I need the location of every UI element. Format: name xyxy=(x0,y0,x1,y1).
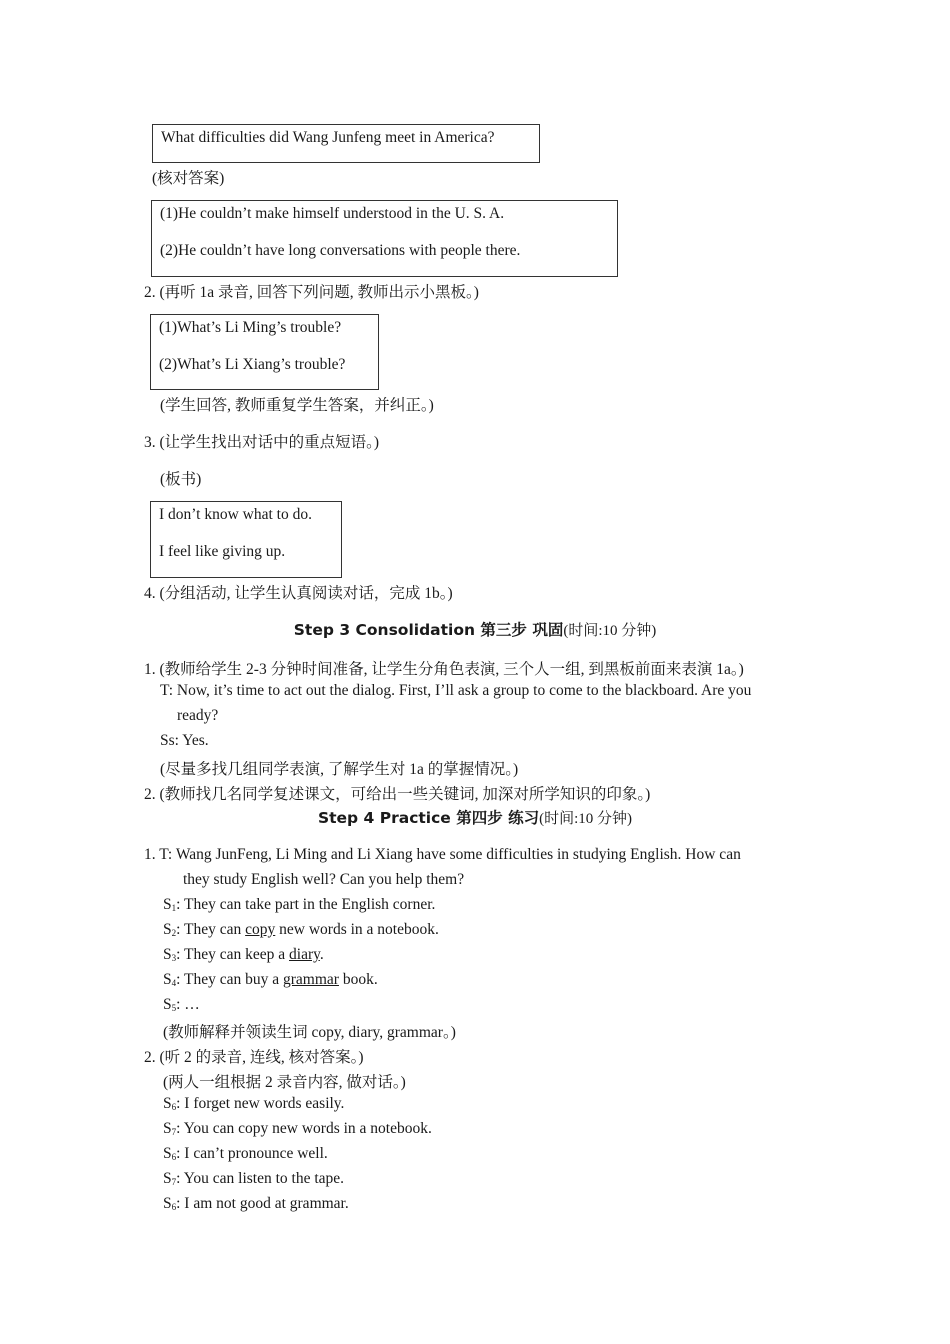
trouble-question-1: (1)What’s Li Ming’s trouble? xyxy=(159,319,342,336)
step3-item-2: 2. (教师找几名同学复述课文，可给出一些关键词, 加深对所学知识的印象。) xyxy=(144,786,651,803)
line-text: : I can’t pronounce well. xyxy=(176,1145,328,1162)
speaker: S xyxy=(163,971,172,988)
step4-time: (时间:10 分钟) xyxy=(539,811,633,827)
step3-note: (尽量多找几组同学表演, 了解学生对 1a 的掌握情况。) xyxy=(160,761,519,778)
line-text: : You can copy new words in a notebook. xyxy=(176,1120,432,1137)
step4-item-1: 1. T: Wang JunFeng, Li Ming and Li Xiang have some difficulties in studying English. How can xyxy=(144,846,741,863)
question-box xyxy=(152,124,540,163)
speaker: S xyxy=(163,996,172,1013)
step3-item-1: 1. (教师给学生 2-3 分钟时间准备, 让学生分角色表演, 三个人一组, 到黑板前面来表演 1a。) xyxy=(144,661,744,678)
speaker-number: 5 xyxy=(171,1003,177,1013)
speaker-number: 7 xyxy=(171,1127,177,1137)
speaker-number: 7 xyxy=(171,1177,177,1187)
step3-teacher-line: T: Now, it’s time to act out the dialog. First, I’ll ask a group to come to the blackboard. Are you xyxy=(160,682,752,699)
line-text: book. xyxy=(338,971,378,988)
dialog-line-2 xyxy=(163,1120,432,1138)
phrase-2: I feel like giving up. xyxy=(159,543,286,560)
line-text: : They can xyxy=(176,921,246,938)
speaker: S xyxy=(163,921,172,938)
troubles-box xyxy=(150,314,379,390)
step3-teacher-line-cont: ready? xyxy=(177,707,219,724)
answers-box xyxy=(151,200,618,277)
phrase-1: I don’t know what to do. xyxy=(159,506,312,523)
speaker: S xyxy=(163,946,172,963)
line-text: new words in a notebook. xyxy=(275,921,439,938)
line-text: : I am not good at grammar. xyxy=(176,1195,349,1212)
vocab-word: diary xyxy=(289,946,320,963)
question-text: What difficulties did Wang Junfeng meet in America? xyxy=(161,129,495,146)
item-3: 3. (让学生找出对话中的重点短语。) xyxy=(144,434,380,451)
phrases-box xyxy=(150,501,342,578)
dialog-line-3 xyxy=(163,1145,328,1163)
line-text: : You can listen to the tape. xyxy=(176,1170,345,1187)
answer-2: (2)He couldn’t have long conversations with people there. xyxy=(160,242,521,259)
line-text: : They can keep a xyxy=(176,946,290,963)
step3-title: Step 3 Consolidation 第三步 巩固 xyxy=(293,621,564,639)
students-answer-note: (学生回答, 教师重复学生答案，并纠正。) xyxy=(160,397,434,414)
check-answers-note: (核对答案) xyxy=(152,170,225,187)
speaker-number: 1 xyxy=(171,903,177,913)
speaker: S xyxy=(163,1195,172,1212)
student-line-1 xyxy=(163,896,435,914)
student-line-3 xyxy=(163,946,324,964)
vocab-word: copy xyxy=(245,921,276,938)
step4-item-2: 2. (听 2 的录音, 连线, 核对答案。) xyxy=(144,1049,364,1066)
speaker-number: 6 xyxy=(171,1152,177,1162)
step4-title: Step 4 Practice 第四步 练习 xyxy=(317,809,540,827)
speaker-number: 3 xyxy=(171,953,177,963)
item-4: 4. (分组活动, 让学生认真阅读对话，完成 1b。) xyxy=(144,585,453,602)
item-2: 2. (再听 1a 录音, 回答下列问题, 教师出示小黑板。) xyxy=(144,284,479,301)
dialog-line-1 xyxy=(163,1095,344,1113)
speaker: S xyxy=(163,1145,172,1162)
line-text: : … xyxy=(176,996,200,1013)
student-line-2 xyxy=(163,921,439,939)
student-line-5 xyxy=(163,996,200,1014)
line-text: : They can buy a xyxy=(176,971,284,988)
step4-vocab-note: (教师解释并领读生词 copy, diary, grammar。) xyxy=(163,1024,456,1041)
trouble-question-2: (2)What’s Li Xiang’s trouble? xyxy=(159,356,346,373)
speaker-number: 4 xyxy=(171,978,177,988)
answer-1: (1)He couldn’t make himself understood in the U. S. A. xyxy=(160,205,505,222)
step3-time: (时间:10 分钟) xyxy=(563,623,657,639)
speaker-number: 2 xyxy=(171,928,177,938)
student-line-4 xyxy=(163,971,378,989)
speaker-number: 6 xyxy=(171,1202,177,1212)
speaker: S xyxy=(163,1095,172,1112)
vocab-word: grammar xyxy=(283,971,339,988)
step3-heading xyxy=(0,618,950,640)
speaker: S xyxy=(163,1170,172,1187)
speaker-number: 6 xyxy=(171,1102,177,1112)
dialog-line-4 xyxy=(163,1170,344,1188)
step4-item-1-cont: they study English well? Can you help them? xyxy=(183,871,465,888)
board-note: (板书) xyxy=(160,471,202,488)
dialog-line-5 xyxy=(163,1195,349,1213)
speaker: S xyxy=(163,896,172,913)
speaker: S xyxy=(163,1120,172,1137)
line-text: : They can take part in the English corner. xyxy=(176,896,436,913)
line-text: : I forget new words easily. xyxy=(176,1095,345,1112)
step4-pair-note: (两人一组根据 2 录音内容, 做对话。) xyxy=(163,1074,406,1091)
step3-students-line: Ss: Yes. xyxy=(160,732,209,749)
step4-heading xyxy=(0,806,950,828)
line-text: . xyxy=(319,946,324,963)
